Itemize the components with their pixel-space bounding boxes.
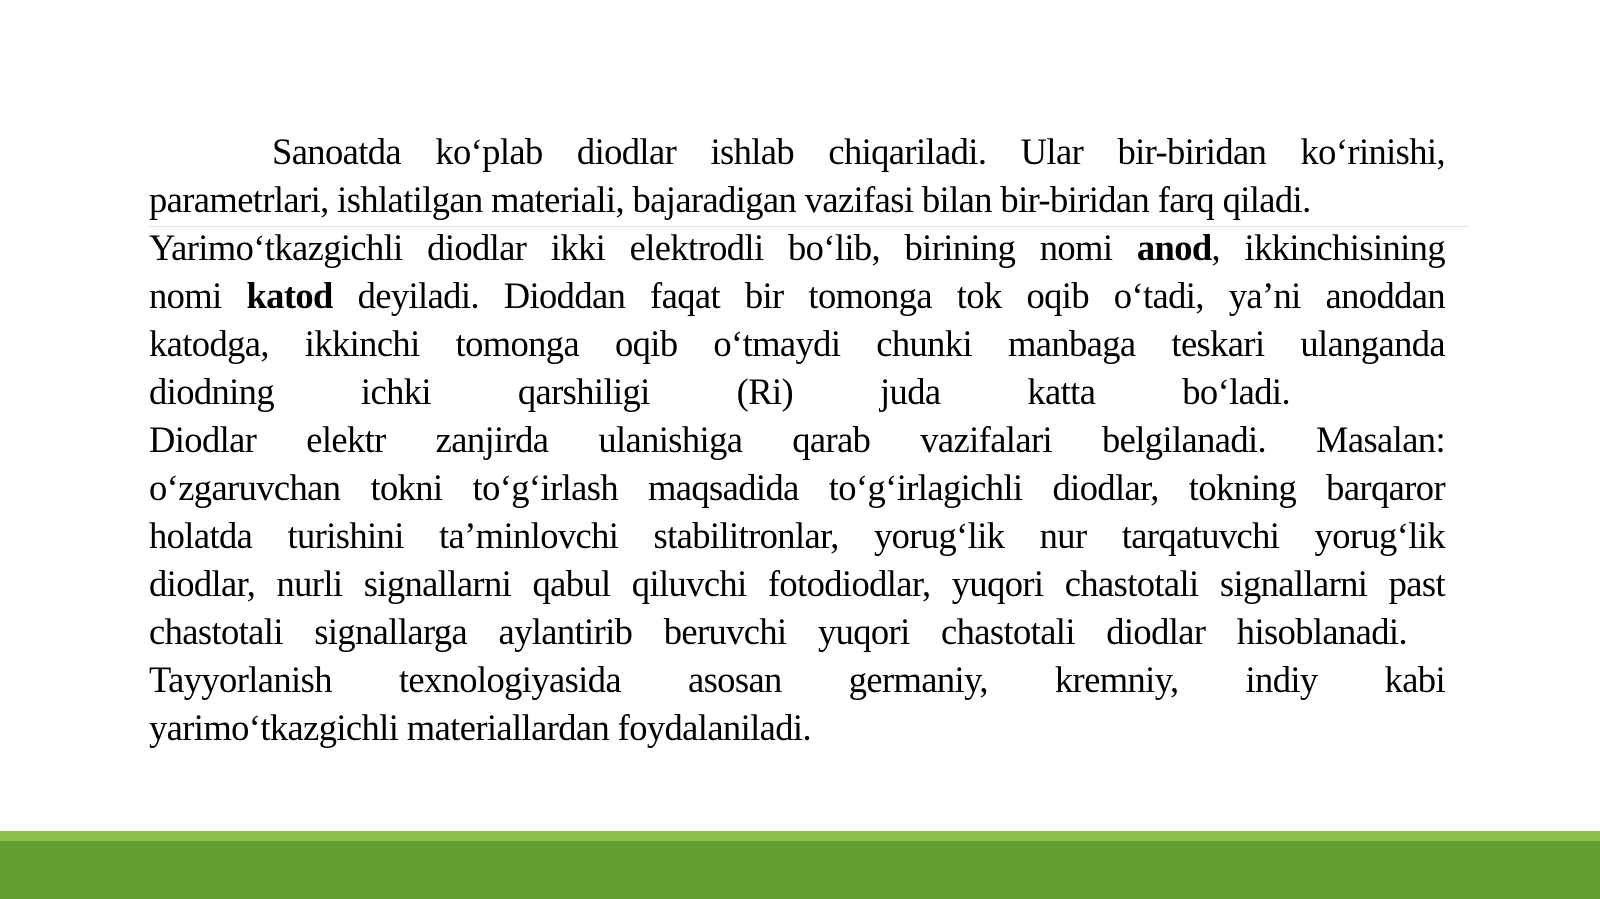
- footer-bar-dark: [0, 841, 1600, 899]
- text-fragment: nomi: [149, 275, 247, 316]
- text-line-11: chastotali signallarga aylantirib beruvchi yuqori chastotali diodlar hisoblanadi.: [149, 611, 1407, 652]
- text-line-7: Diodlar elektr zanjirda ulanishiga qarab vazifalari belgilanadi. Masalan:: [149, 419, 1445, 460]
- text-line-9: holatda turishini ta’minlovchi stabilitronlar, yorug‘lik nur tarqatuvchi yorug‘lik: [149, 515, 1445, 556]
- body-text: [149, 128, 1445, 752]
- footer-bar-light: [0, 831, 1600, 841]
- text-line-5: katodga, ikkinchi tomonga oqib o‘tmaydi chunki manbaga teskari ulanganda: [149, 323, 1445, 364]
- text-fragment: Yarimo‘tkazgichli diodlar ikki elektrodli bo‘lib, birining nomi: [149, 227, 1137, 268]
- text-line-13: yarimo‘tkazgichli materiallardan foydalaniladi.: [149, 707, 811, 748]
- text-line-3: [149, 224, 1445, 272]
- text-line-6: diodning ichki qarshiligi (Ri) juda katta bo‘ladi.: [149, 371, 1290, 412]
- text-line-2: parametrlari, ishlatilgan materiali, bajaradigan vazifasi bilan bir-biridan farq qiladi.: [149, 179, 1311, 220]
- text-line-8: o‘zgaruvchan tokni to‘g‘irlash maqsadida to‘g‘irlagichli diodlar, tokning barqaror: [149, 467, 1445, 508]
- text-line-1: Sanoatda ko‘plab diodlar ishlab chiqariladi. Ular bir-biridan ko‘rinishi,: [272, 131, 1445, 172]
- text-line-12: Tayyorlanish texnologiyasida asosan germaniy, kremniy, indiy kabi: [149, 659, 1445, 700]
- text-fragment: , ikkinchisining: [1211, 227, 1445, 268]
- text-line-10: diodlar, nurli signallarni qabul qiluvchi fotodiodlar, yuqori chastotali signallarni past: [149, 563, 1445, 604]
- text-fragment: deyiladi. Dioddan faqat bir tomonga tok oqib o‘tadi, ya’ni anoddan: [332, 275, 1445, 316]
- term-anod: anod: [1136, 227, 1212, 268]
- text-line-4: [149, 272, 1445, 320]
- term-katod: katod: [246, 275, 333, 316]
